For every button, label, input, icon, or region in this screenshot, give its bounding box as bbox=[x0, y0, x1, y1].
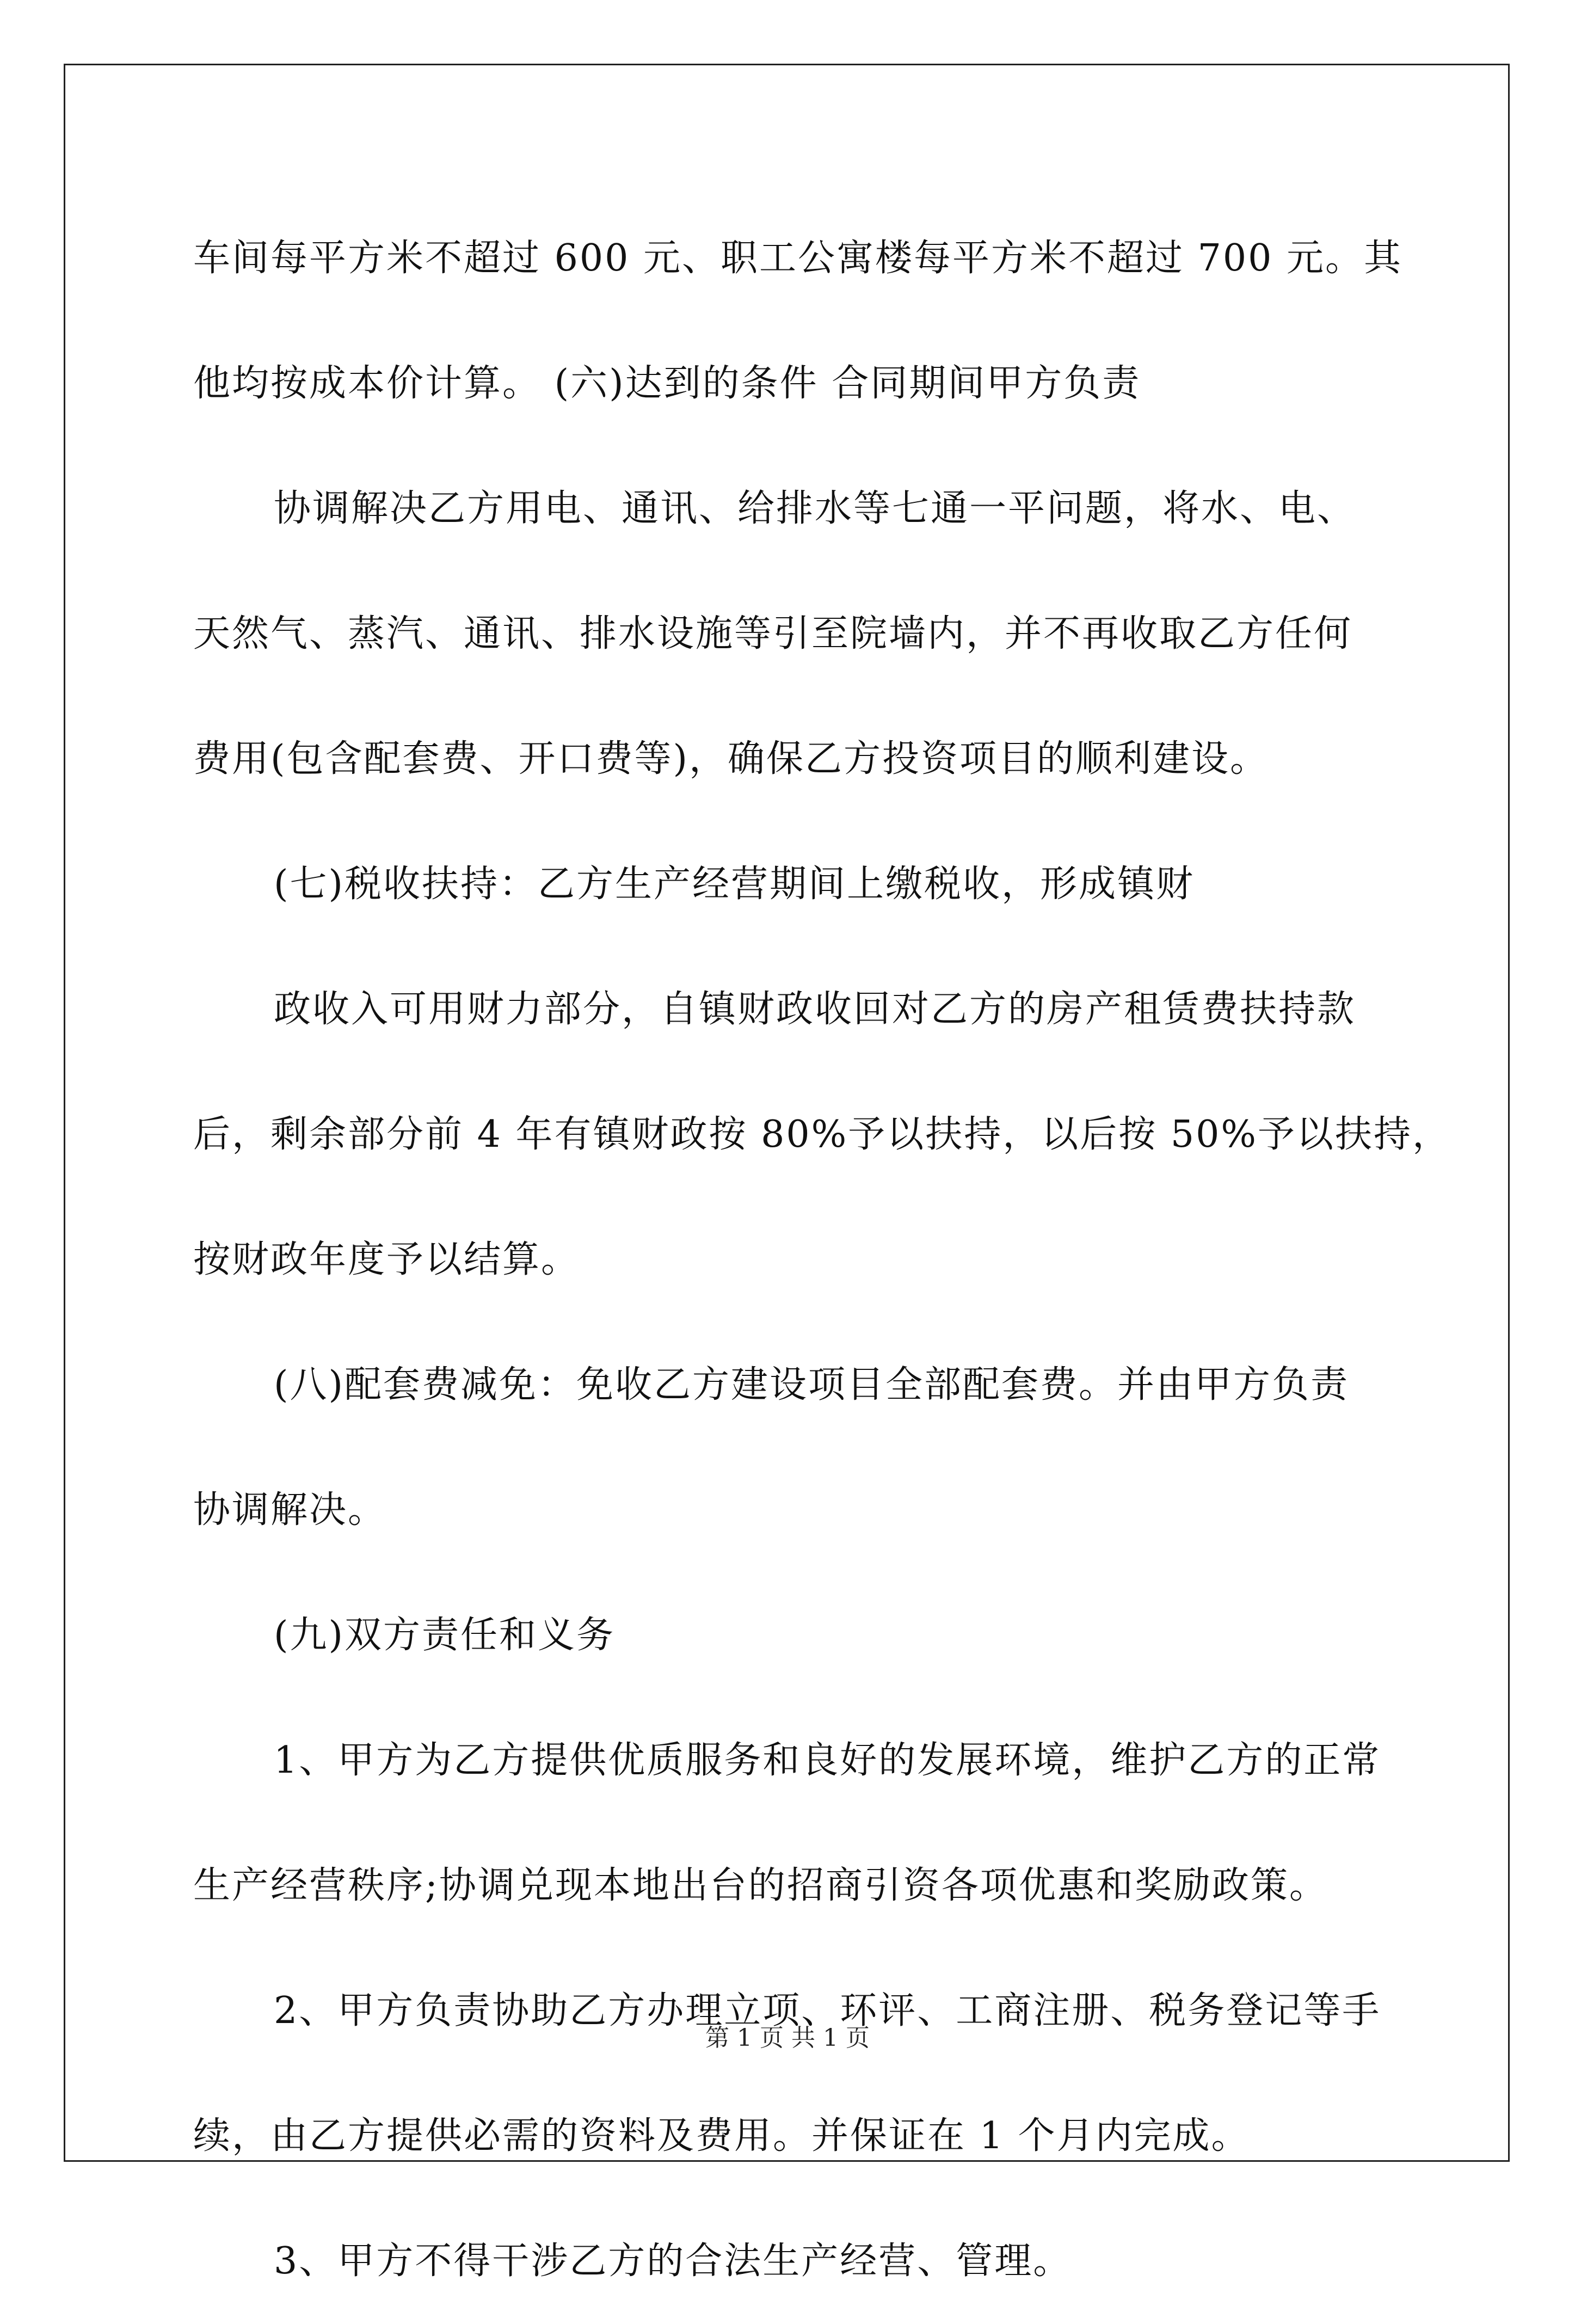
text-line: 按财政年度予以结算。 bbox=[193, 1238, 580, 1281]
text-line: (七)税收扶持：乙方生产经营期间上缴税收，形成镇财 bbox=[274, 863, 1195, 906]
text-line: 续，由乙方提供必需的资料及费用。并保证在 1 个月内完成。 bbox=[193, 2114, 1250, 2157]
text-line: 协调解决。 bbox=[193, 1489, 387, 1532]
text-line: 2、甲方负责协助乙方办理立项、环评、工商注册、税务登记等手 bbox=[274, 1989, 1381, 2032]
text-line: 生产经营秩序;协调兑现本地出台的招商引资各项优惠和奖励政策。 bbox=[193, 1864, 1328, 1907]
text-line: 车间每平方米不超过 600 元、职工公寓楼每平方米不超过 700 元。其 bbox=[193, 237, 1403, 280]
document-body bbox=[193, 196, 1451, 2324]
text-line: 他均按成本价计算。 (六)达到的条件 合同期间甲方负责 bbox=[193, 362, 1141, 405]
page-footer: 第 1 页 共 1 页 bbox=[705, 2024, 870, 2052]
text-line: 1、甲方为乙方提供优质服务和良好的发展环境，维护乙方的正常 bbox=[274, 1739, 1381, 1782]
text-line: 天然气、蒸汽、通讯、排水设施等引至院墙内，并不再收取乙方任何 bbox=[193, 612, 1353, 655]
text-line: (九)双方责任和义务 bbox=[274, 1614, 616, 1657]
text-line: 政收入可用财力部分，自镇财政收回对乙方的房产租赁费扶持款 bbox=[274, 988, 1356, 1031]
text-line: 后，剩余部分前 4 年有镇财政按 80%予以扶持，以后按 50%予以扶持， bbox=[193, 1113, 1451, 1156]
text-line: 费用(包含配套费、开口费等)，确保乙方投资项目的顺利建设。 bbox=[193, 737, 1269, 780]
text-line: 3、甲方不得干涉乙方的合法生产经营、管理。 bbox=[274, 2240, 1072, 2283]
text-line: 协调解决乙方用电、通讯、给排水等七通一平问题，将水、电、 bbox=[274, 487, 1356, 530]
text-line: (八)配套费减免：免收乙方建设项目全部配套费。并由甲方负责 bbox=[274, 1363, 1350, 1406]
